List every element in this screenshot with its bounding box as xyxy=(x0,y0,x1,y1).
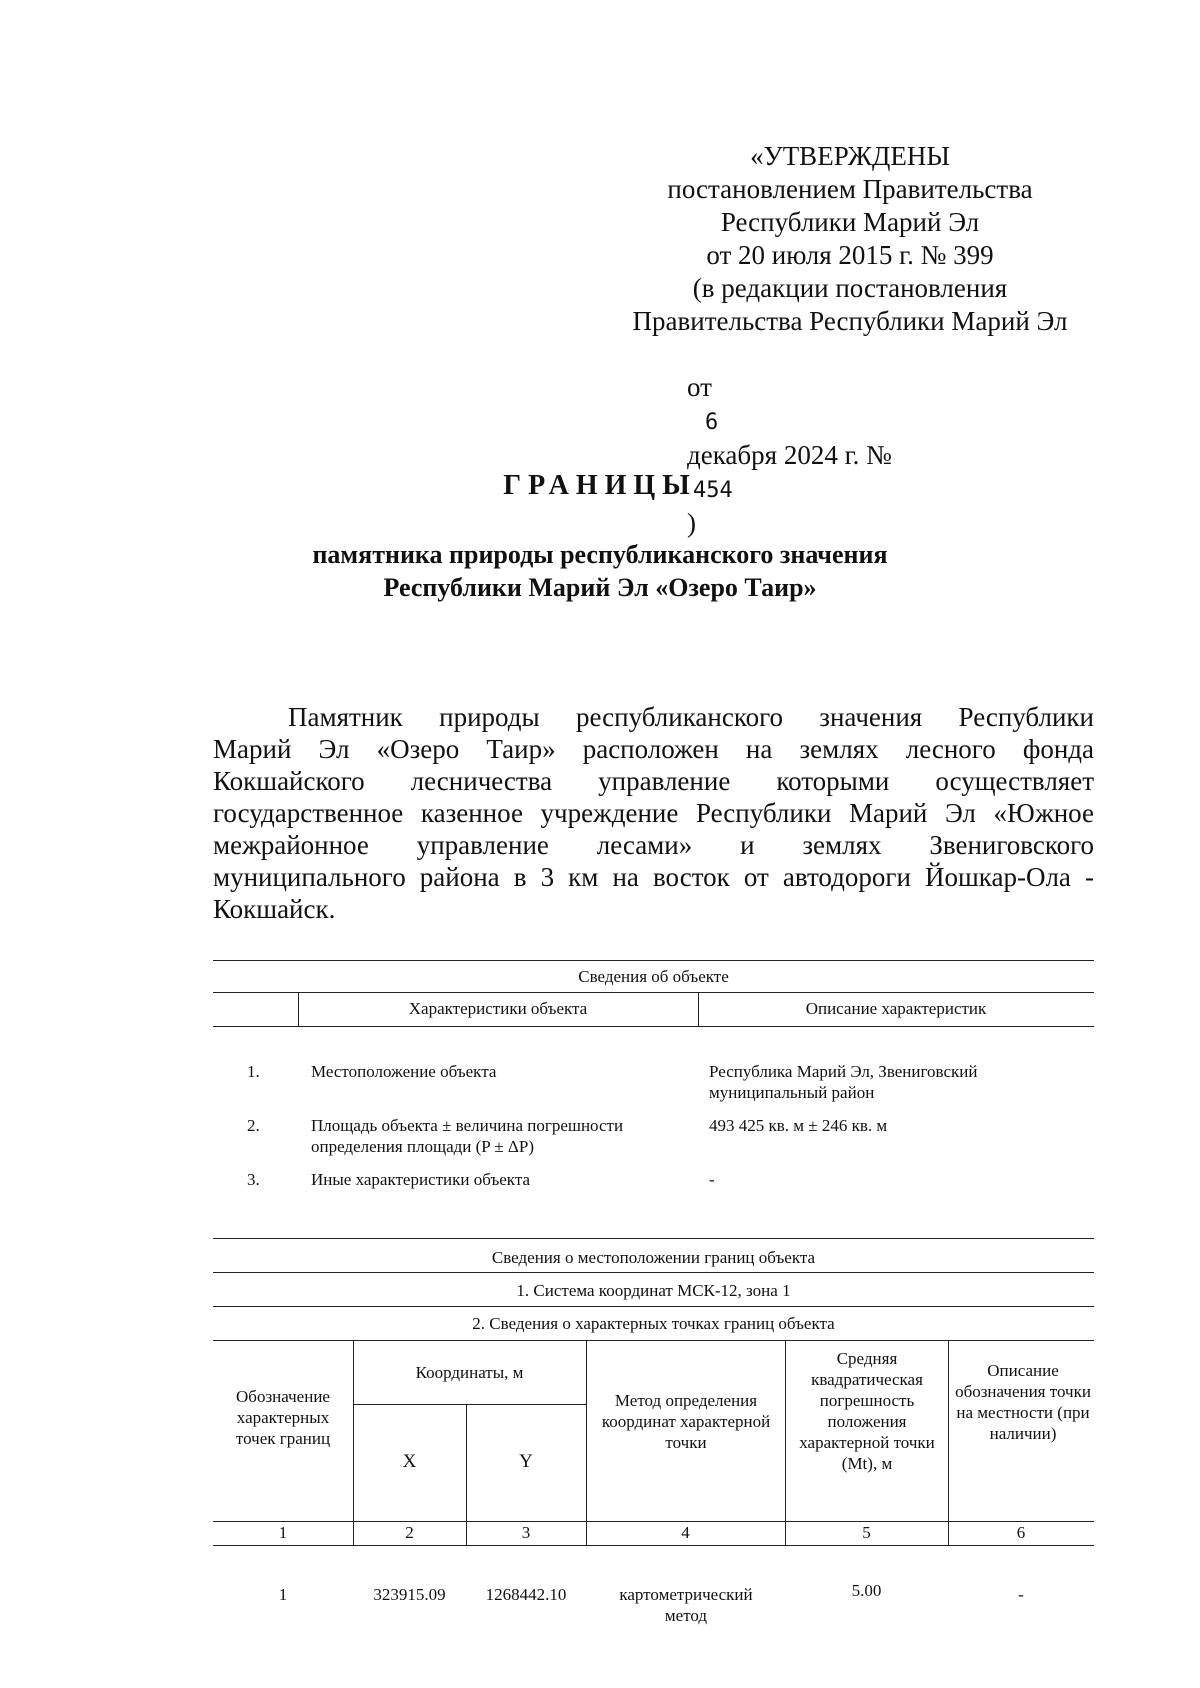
col-number: 3 xyxy=(521,1523,531,1542)
col-coordinates-header: Координаты, м xyxy=(415,1363,524,1382)
row-description: - xyxy=(709,1170,715,1189)
col-description-header: Описание характеристик xyxy=(805,999,987,1018)
col-number: 5 xyxy=(862,1523,871,1542)
approval-line: (в редакции постановления xyxy=(692,273,1008,303)
table-divider xyxy=(948,1340,949,1521)
col-characteristics-header: Характеристики объекта xyxy=(408,999,588,1018)
document-title: ГРАНИЦЫ xyxy=(503,470,697,501)
table-rule xyxy=(213,1340,1094,1341)
col-error-header: Средняя квадратическая погрешность положения характерной точки (Mt), м xyxy=(799,1349,935,1473)
determination-method: картометрический метод xyxy=(619,1585,753,1625)
points-heading: 2. Сведения о характерных точках границ объекта xyxy=(472,1314,835,1333)
col-description-header: Описание обозначения точки на местности (при наличии) xyxy=(955,1361,1091,1443)
approval-line: от 20 июля 2015 г. № 399 xyxy=(706,240,994,270)
date-close: ) xyxy=(687,508,696,538)
col-number: 2 xyxy=(405,1523,414,1542)
document-subtitle xyxy=(0,538,1200,604)
intro-paragraph xyxy=(213,701,1094,925)
intro-line: Кокшайск. xyxy=(213,894,336,924)
intro-line: Памятник природы республиканского значения Республики xyxy=(288,702,1094,732)
coordinate-x: 323915.09 xyxy=(373,1585,446,1604)
row-number: 2. xyxy=(247,1116,260,1135)
approval-line: постановлением Правительства xyxy=(667,174,1033,204)
date-day: 6 xyxy=(705,410,719,435)
table-rule xyxy=(213,1306,1094,1307)
table-divider xyxy=(586,1340,587,1521)
col-number: 1 xyxy=(278,1523,288,1542)
point-description: - xyxy=(1018,1585,1024,1604)
intro-line: Марий Эл «Озеро Таир» расположен на землях лесного фонда xyxy=(213,734,1094,764)
row-number: 3. xyxy=(247,1170,260,1189)
col-method-header: Метод определения координат характерной точки xyxy=(601,1391,771,1452)
table-rule xyxy=(213,1238,1094,1239)
subtitle-line: Республики Марий Эл «Озеро Таир» xyxy=(383,573,817,602)
row-number: 1. xyxy=(247,1062,260,1081)
col-number: 4 xyxy=(681,1523,690,1542)
table-row xyxy=(213,1581,1094,1636)
boundary-info-heading: Сведения о местоположении границ объекта xyxy=(491,1248,816,1267)
coordinate-system: 1. Система координат МСК-12, зона 1 xyxy=(516,1281,791,1300)
table-rule xyxy=(213,992,1094,993)
table-rule xyxy=(353,1404,586,1405)
approval-line: Республики Марий Эл xyxy=(720,207,980,237)
row-description: 493 425 кв. м ± 246 кв. м xyxy=(709,1116,888,1135)
row-description: Республика Марий Эл, Звениговский муниципальный район xyxy=(709,1062,978,1102)
row-characteristic: Иные характеристики объекта xyxy=(311,1170,531,1189)
table-rule xyxy=(213,1272,1094,1273)
intro-line: муниципального района в 3 км на восток от автодороги Йошкар-Ола - xyxy=(213,862,1094,892)
resolution-number: 454 xyxy=(693,478,733,503)
col-designation-header: Обозначение характерных точек границ xyxy=(235,1387,331,1448)
date-month-year: декабря 2024 г. № xyxy=(687,440,892,470)
table-rule xyxy=(213,1545,1094,1546)
table-rule xyxy=(213,960,1094,961)
approval-line: «УТВЕРЖДЕНЫ xyxy=(750,141,950,171)
date-prefix: от xyxy=(687,372,712,402)
row-characteristic: Площадь объекта ± величина погрешности определения площади (P ± ΔP) xyxy=(311,1116,624,1156)
object-info-heading: Сведения об объекте xyxy=(578,967,729,986)
subtitle-line: памятника природы республиканского значения xyxy=(312,540,888,569)
position-error: 5.00 xyxy=(851,1581,882,1600)
intro-line: государственное казенное учреждение Республики Марий Эл «Южное xyxy=(213,798,1094,828)
row-characteristic: Местоположение объекта xyxy=(311,1062,497,1081)
intro-line: межрайонное управление лесами» и землях Звениговского xyxy=(213,830,1094,860)
col-y-header: Y xyxy=(519,1451,533,1472)
point-designation: 1 xyxy=(278,1585,288,1604)
table-rule xyxy=(213,1026,1094,1027)
col-x-header: X xyxy=(402,1451,417,1472)
table-divider xyxy=(785,1340,786,1521)
coordinate-y: 1268442.10 xyxy=(485,1585,567,1604)
approval-line: Правительства Республики Марий Эл xyxy=(632,306,1068,336)
object-info-table xyxy=(213,960,1094,1200)
approval-block xyxy=(600,140,1100,573)
boundary-info-table xyxy=(213,1238,1094,1568)
intro-line: Кокшайского лесничества управление которыми осуществляет xyxy=(213,766,1094,796)
col-number: 6 xyxy=(1016,1523,1026,1542)
